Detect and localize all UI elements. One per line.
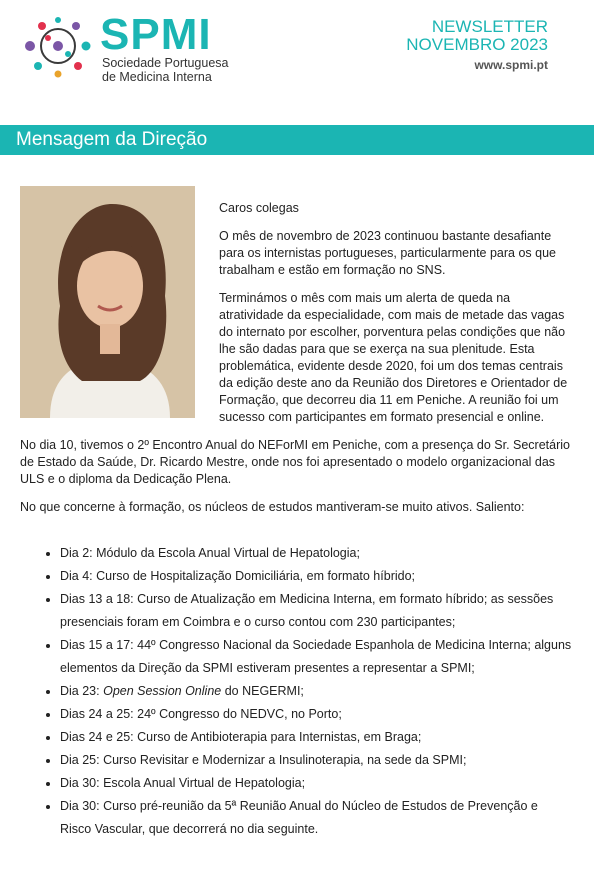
- newsletter-header: [0, 0, 594, 125]
- logo-emblem-icon: [22, 16, 94, 82]
- events-list: [20, 542, 572, 841]
- list-item-italic: Open Session Online: [103, 684, 222, 698]
- list-item-prefix: Dia 23:: [60, 684, 104, 698]
- article-body: [20, 186, 572, 841]
- spmi-logo[interactable]: [22, 10, 237, 86]
- list-item: • Dias 24 e 25: Curso de Antibioterapia para Internistas, em Braga;: [60, 726, 572, 749]
- paragraph-4: No que concerne à formação, os núcleos de estudos mantiveram-se muito ativos. Saliento:: [20, 500, 525, 514]
- list-item: • Dia 2: Módulo da Escola Anual Virtual de Hepatologia;: [60, 542, 572, 565]
- newsletter-label: NEWSLETTER: [431, 17, 548, 36]
- paragraph-2: Terminámos o mês com mais um alerta de queda na atratividade da especialidade, com mais de metade das vagas do internato por escolher, porventura pelas condições que não lhe são dadas para que se exerça na sua plenitude. Esta problemática, evidente desde 2020, foi um dos temas centrais da edição deste ano da Reunião dos Diretores e Orientador de Formação, que decorreu dia 11 em Peniche. A reunião foi um sucesso com participantes em formato presencial e online.: [219, 291, 568, 424]
- list-item: • Dias 24 a 25: 24º Congresso do NEDVC, no Porto;: [60, 703, 572, 726]
- list-item: • Dias 15 a 17: 44º Congresso Nacional da Sociedade Espanhola de Medicina Interna; alguns elementos da Direção da SPMI estiveram presentes a representar a SPMI;: [60, 634, 572, 680]
- section-banner: [0, 125, 594, 155]
- website-link[interactable]: www.spmi.pt: [474, 58, 548, 72]
- list-item: • Dia 25: Curso Revisitar e Modernizar a Insulinoterapia, na sede da SPMI;: [60, 749, 572, 772]
- newsletter-date: NOVEMBRO 2023: [406, 35, 548, 54]
- list-item: • Dia 30: Curso pré-reunião da 5ª Reunião Anual do Núcleo de Estudos de Prevenção e Risco Vascular, que decorrerá no dia seguinte.: [60, 795, 572, 841]
- paragraph-1: O mês de novembro de 2023 continuou bastante desafiante para os internistas portugueses, particularmente para os que trabalham e estão em formação no SNS.: [219, 229, 556, 277]
- portrait-illustration: [20, 186, 195, 418]
- logo-subtitle-line2: de Medicina Interna: [102, 70, 212, 84]
- list-item: • Dias 13 a 18: Curso de Atualização em Medicina Interna, em formato híbrido; as sessões presenciais foram em Coimbra e o curso contou com 230 participantes;: [60, 588, 572, 634]
- paragraph-3: No dia 10, tivemos o 2º Encontro Anual do NEForMI em Peniche, com a presença do Sr. Secretário de Estado da Saúde, Dr. Ricardo Mestre, onde nos foi apresentado o modelo organizacional das ULS e o diploma da Dedicação Plena.: [20, 438, 570, 486]
- list-item: • Dia 30: Escola Anual Virtual de Hepatologia;: [60, 772, 572, 795]
- director-photo: [20, 186, 195, 418]
- section-title: Mensagem da Direção: [16, 129, 208, 150]
- list-item: • Dia 4: Curso de Hospitalização Domiciliária, em formato híbrido;: [60, 565, 572, 588]
- greeting-text: Caros colegas: [219, 201, 299, 215]
- newsletter-issue: [406, 18, 548, 72]
- list-item: [60, 680, 572, 703]
- list-item-suffix: do NEGERMI;: [221, 684, 304, 698]
- logo-wordmark: SPMI: [100, 10, 212, 59]
- logo-subtitle-line1: Sociedade Portuguesa: [102, 56, 229, 70]
